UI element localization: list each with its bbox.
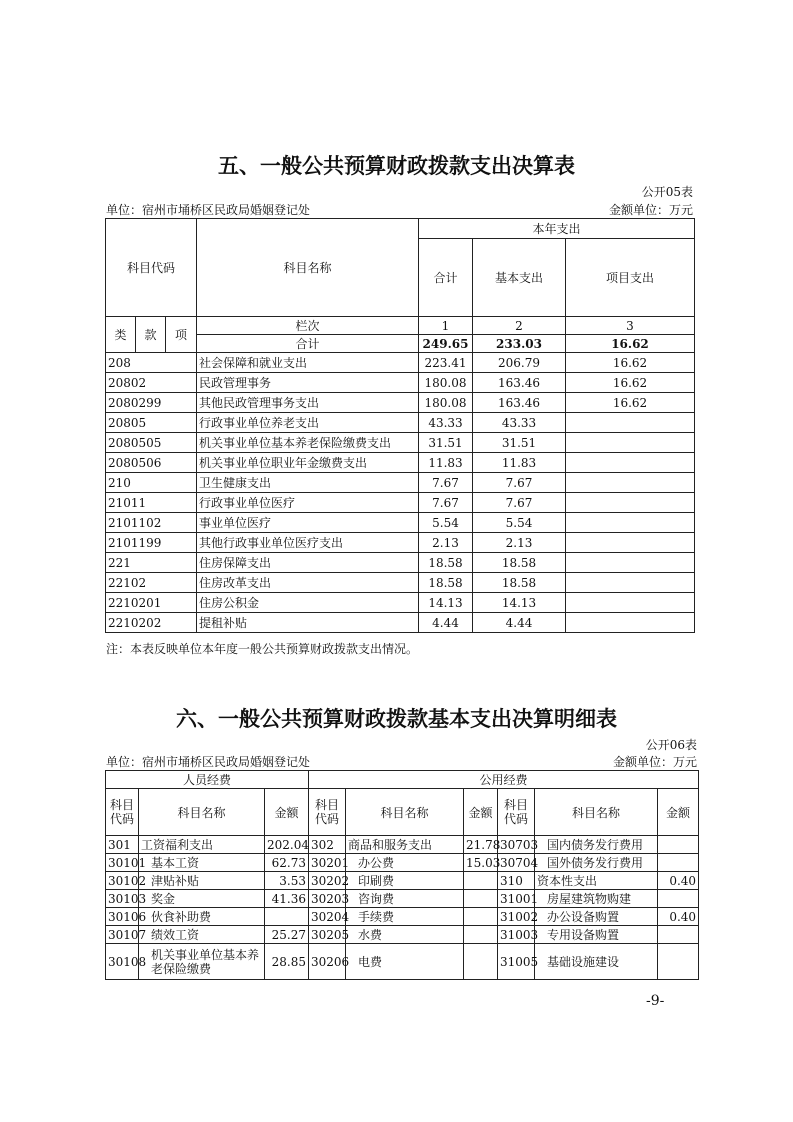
table5-money-unit: 金额单位：万元 [608,203,693,217]
t6-row-name-2: 水费 [346,926,464,944]
t5-col-number-1: 1 [419,317,473,335]
t5-row-total: 2.13 [419,533,473,553]
table5 [105,218,695,633]
t5-row-project: 16.62 [566,393,695,413]
table-row [106,890,699,908]
table-row [106,353,695,373]
t6-row-amount-1: 62.73 [265,854,309,872]
t6-row-code-3: 31001 [498,890,535,908]
t5-row-name: 住房改革支出 [197,573,419,593]
t6-header-name-2: 科目名称 [346,789,464,836]
t6-row-amount-3 [658,836,699,854]
table-row [106,573,695,593]
t6-row-code-1: 30108 [106,944,139,980]
table6-code: 公开06表 [645,738,697,752]
t5-row-code: 210 [106,473,197,493]
t5-row-basic: 2.13 [473,533,566,553]
t5-row-code: 2101102 [106,513,197,533]
table5-note: 注：本表反映单位本年度一般公共预算财政拨款支出情况。 [106,642,419,656]
table-row [106,493,695,513]
t5-row-name: 住房公积金 [197,593,419,613]
t6-row-code-2: 30201 [309,854,346,872]
table5-code: 公开05表 [641,185,693,199]
t5-row-basic: 18.58 [473,573,566,593]
t5-row-total: 4.44 [419,613,473,633]
t5-row-total: 31.51 [419,433,473,453]
t5-header-current: 本年支出 [419,219,695,239]
t6-row-amount-3: 0.40 [658,908,699,926]
table-row [106,413,695,433]
t6-row-code-3: 31002 [498,908,535,926]
t6-row-amount-1: 28.85 [265,944,309,980]
t6-row-name-2: 咨询费 [346,890,464,908]
t6-row-code-1: 30103 [106,890,139,908]
t5-header-project: 项目支出 [566,239,695,317]
table6-title: 六、一般公共预算财政拨款基本支出决算明细表 [176,707,617,731]
t5-row-code: 2210202 [106,613,197,633]
table-row [106,433,695,453]
t5-row-total: 180.08 [419,373,473,393]
t5-row-name: 民政管理事务 [197,373,419,393]
t5-row-code: 221 [106,553,197,573]
t5-row-project [566,413,695,433]
t6-row-code-2: 30205 [309,926,346,944]
t6-row-code-1: 30107 [106,926,139,944]
table6-unit: 单位：宿州市埇桥区民政局婚姻登记处 [106,755,311,769]
t5-header-basic: 基本支出 [473,239,566,317]
t6-row-name-3: 房屋建筑物购建 [535,890,658,908]
t6-row-name-2: 办公费 [346,854,464,872]
t5-header-total: 合计 [419,239,473,317]
t5-row-total: 7.67 [419,493,473,513]
t5-header-code: 科目代码 [106,219,197,317]
t5-sum-basic: 233.03 [473,335,566,353]
t5-row-name: 卫生健康支出 [197,473,419,493]
table6-money-unit: 金额单位：万元 [612,755,697,769]
t6-header-amount-2: 金额 [464,789,498,836]
t5-row-name: 提租补贴 [197,613,419,633]
t5-row-basic: 11.83 [473,453,566,473]
t5-row-name: 其他行政事业单位医疗支出 [197,533,419,553]
table-row [106,613,695,633]
t6-row-name-1: 机关事业单位基本养老保险缴费 [139,944,265,980]
table-row [106,854,699,872]
table5-title: 五、一般公共预算财政拨款支出决算表 [218,154,575,178]
t6-header-name-3: 科目名称 [535,789,658,836]
t5-row-code: 2080299 [106,393,197,413]
t6-row-name-2: 手续费 [346,908,464,926]
t5-row-name: 行政事业单位医疗 [197,493,419,513]
t6-row-name-1: 奖金 [139,890,265,908]
t6-row-amount-3 [658,926,699,944]
table-row [106,513,695,533]
t5-row-total: 43.33 [419,413,473,433]
t5-row-name: 其他民政管理事务支出 [197,393,419,413]
t5-row-code: 20805 [106,413,197,433]
t6-row-amount-2 [464,944,498,980]
t5-row-code: 22102 [106,573,197,593]
t6-row-amount-1: 25.27 [265,926,309,944]
t5-row-total: 11.83 [419,453,473,473]
t5-row-code: 2101199 [106,533,197,553]
table-row [106,593,695,613]
t6-row-name-3: 办公设备购置 [535,908,658,926]
t6-row-code-2: 30202 [309,872,346,890]
t5-row-total: 223.41 [419,353,473,373]
t5-row-basic: 14.13 [473,593,566,613]
t6-header-code-2: 科目代码 [309,789,346,836]
t5-row-project [566,553,695,573]
t6-row-code-1: 30106 [106,908,139,926]
table-row [106,393,695,413]
t6-header-code-3: 科目代码 [498,789,535,836]
t6-row-code-1: 30102 [106,872,139,890]
t5-header-lei: 类 [106,317,136,353]
t5-header-lanci: 栏次 [197,317,419,335]
t5-row-project [566,513,695,533]
t5-row-basic: 31.51 [473,433,566,453]
t5-row-basic: 163.46 [473,393,566,413]
t5-row-basic: 206.79 [473,353,566,373]
t5-row-code: 2080506 [106,453,197,473]
table-row [106,473,695,493]
t5-row-name: 社会保障和就业支出 [197,353,419,373]
t5-header-kuan: 款 [136,317,166,353]
t6-row-amount-1 [265,908,309,926]
t5-row-project [566,453,695,473]
t5-row-project [566,493,695,513]
t5-row-code: 208 [106,353,197,373]
t6-row-name-2: 商品和服务支出 [346,836,464,854]
t5-row-project [566,533,695,553]
t5-row-project [566,613,695,633]
t5-row-total: 18.58 [419,553,473,573]
t6-header-name-1: 科目名称 [139,789,265,836]
t6-row-name-2: 电费 [346,944,464,980]
t6-row-amount-1: 41.36 [265,890,309,908]
t6-row-amount-1: 3.53 [265,872,309,890]
t6-header-public: 公用经费 [309,771,699,789]
t5-row-name: 行政事业单位养老支出 [197,413,419,433]
t6-row-name-1: 工资福利支出 [139,836,265,854]
t5-row-code: 20802 [106,373,197,393]
t6-row-code-2: 302 [309,836,346,854]
t5-sum-total: 249.65 [419,335,473,353]
t5-row-basic: 163.46 [473,373,566,393]
t6-row-code-3: 30703 [498,836,535,854]
t6-header-amount-1: 金额 [265,789,309,836]
t5-row-basic: 4.44 [473,613,566,633]
t5-row-name: 事业单位医疗 [197,513,419,533]
t6-row-amount-3 [658,854,699,872]
t6-row-code-2: 30203 [309,890,346,908]
t5-row-project [566,573,695,593]
table5-unit: 单位：宿州市埇桥区民政局婚姻登记处 [106,203,311,217]
table6 [105,770,699,980]
t5-header-name: 科目名称 [197,219,419,317]
t5-col-number-3: 3 [566,317,695,335]
table-row [106,926,699,944]
table-row [106,872,699,890]
t6-row-amount-2 [464,908,498,926]
table-row [106,944,699,980]
t6-row-code-2: 30206 [309,944,346,980]
t5-row-project: 16.62 [566,353,695,373]
t5-row-project [566,473,695,493]
t5-row-total: 7.67 [419,473,473,493]
t6-header-personnel: 人员经费 [106,771,309,789]
t5-row-name: 机关事业单位职业年金缴费支出 [197,453,419,473]
page-number: -9- [646,993,665,1009]
t6-row-name-2: 印刷费 [346,872,464,890]
t6-row-code-3: 31005 [498,944,535,980]
table-row [106,373,695,393]
t5-row-code: 2210201 [106,593,197,613]
t6-header-code-1: 科目代码 [106,789,139,836]
t5-row-total: 14.13 [419,593,473,613]
table-row [106,908,699,926]
t6-row-code-1: 30101 [106,854,139,872]
t5-row-basic: 18.58 [473,553,566,573]
t6-row-amount-3 [658,944,699,980]
t6-header-amount-3: 金额 [658,789,699,836]
t5-row-code: 21011 [106,493,197,513]
t5-row-total: 180.08 [419,393,473,413]
t5-row-basic: 5.54 [473,513,566,533]
t5-row-project: 16.62 [566,373,695,393]
t5-sum-project: 16.62 [566,335,695,353]
t5-row-name: 住房保障支出 [197,553,419,573]
t5-row-total: 18.58 [419,573,473,593]
t5-row-project [566,433,695,453]
t6-row-amount-2: 15.03 [464,854,498,872]
t6-row-name-3: 基础设施建设 [535,944,658,980]
t6-row-code-2: 30204 [309,908,346,926]
t6-row-name-1: 伙食补助费 [139,908,265,926]
t6-row-amount-3 [658,890,699,908]
t6-row-code-3: 31003 [498,926,535,944]
table-row [106,453,695,473]
t6-row-code-3: 30704 [498,854,535,872]
t5-col-number-2: 2 [473,317,566,335]
table-row [106,836,699,854]
t5-sum-label: 合计 [197,335,419,353]
t6-row-name-1: 津贴补贴 [139,872,265,890]
t6-row-amount-2 [464,872,498,890]
t6-row-name-1: 基本工资 [139,854,265,872]
t5-header-xiang: 项 [166,317,197,353]
t5-row-basic: 7.67 [473,493,566,513]
t6-row-amount-3: 0.40 [658,872,699,890]
table-row [106,533,695,553]
t6-row-name-3: 国外债务发行费用 [535,854,658,872]
t6-row-amount-2 [464,890,498,908]
t5-row-total: 5.54 [419,513,473,533]
t6-row-amount-1: 202.04 [265,836,309,854]
t6-row-amount-2: 21.78 [464,836,498,854]
table-row [106,553,695,573]
t6-row-name-3: 资本性支出 [535,872,658,890]
t6-row-code-3: 310 [498,872,535,890]
t6-row-name-3: 专用设备购置 [535,926,658,944]
t6-row-amount-2 [464,926,498,944]
t6-row-code-1: 301 [106,836,139,854]
t5-row-project [566,593,695,613]
t6-row-name-1: 绩效工资 [139,926,265,944]
t5-row-basic: 7.67 [473,473,566,493]
t6-row-name-3: 国内债务发行费用 [535,836,658,854]
t5-row-code: 2080505 [106,433,197,453]
t5-row-basic: 43.33 [473,413,566,433]
t5-row-name: 机关事业单位基本养老保险缴费支出 [197,433,419,453]
